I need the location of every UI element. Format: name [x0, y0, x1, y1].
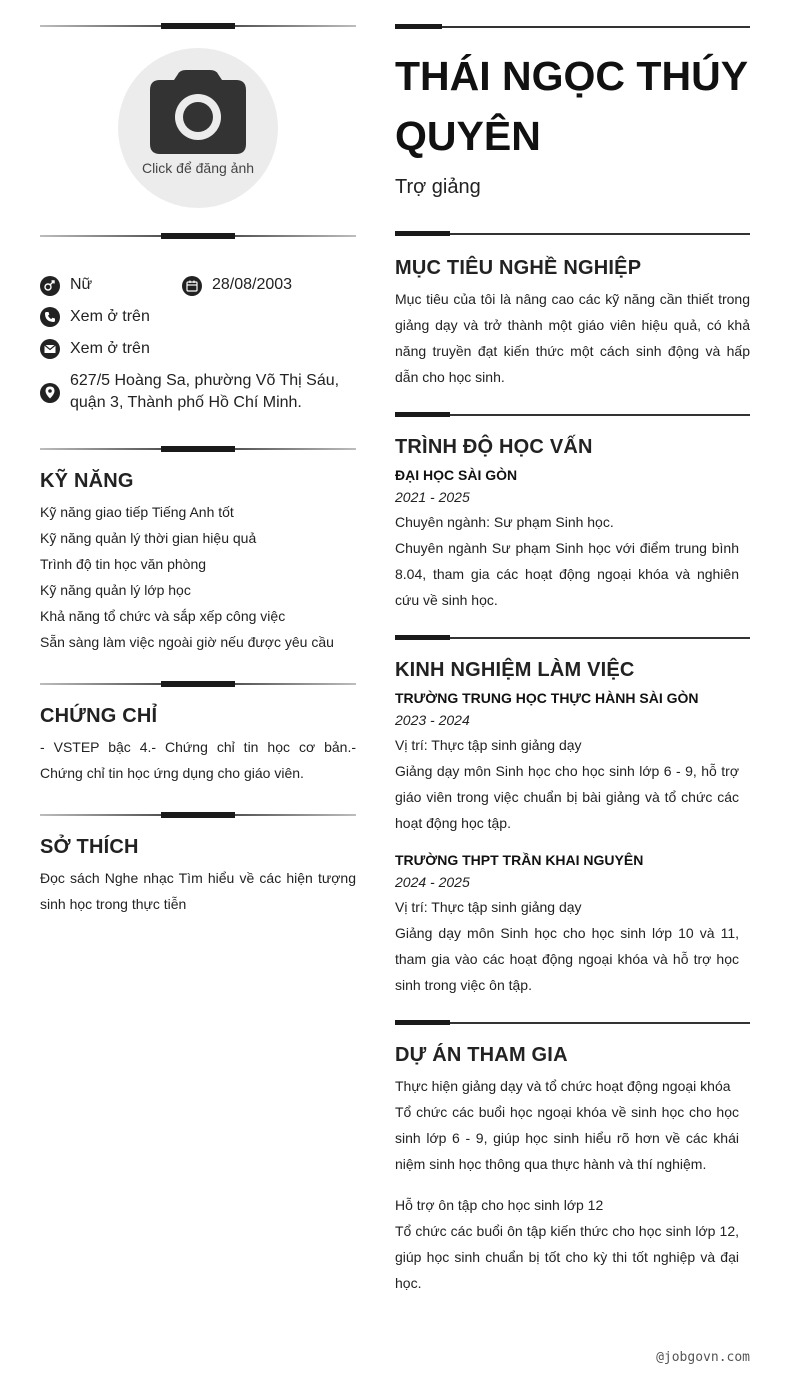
- project-desc: Tổ chức các buổi ôn tập kiến thức cho học sinh lớp 12, giúp học sinh chuẩn bị tốt cho kỳ thi tốt nghiệp và đại học.: [395, 1223, 739, 1291]
- project-name: Thực hiện giảng dạy và tổ chức hoạt động ngoại khóa: [395, 1078, 731, 1094]
- job-years: 2023 - 2024: [395, 712, 470, 728]
- objective-section: [395, 257, 750, 390]
- skill-item: Trình độ tin học văn phòng: [40, 556, 207, 572]
- experience-section: [395, 659, 750, 998]
- experience-item: [395, 690, 739, 836]
- project-item: [395, 1073, 739, 1177]
- job-desc: Giảng dạy môn Sinh học cho học sinh lớp 6 - 9, hỗ trợ giáo viên trong việc chuẩn bị bài giảng và tổ chức các hoạt động học tập.: [395, 763, 739, 831]
- job-position: Vị trí: Thực tập sinh giảng dạy: [395, 899, 582, 915]
- section-title: TRÌNH ĐỘ HỌC VẤN: [395, 436, 593, 458]
- job-desc: Giảng dạy môn Sinh học cho học sinh lớp 10 và 11, tham gia vào các hoạt động ngoại khóa và hỗ trợ học sinh trong việc ôn tập.: [395, 925, 739, 993]
- skill-item: Khả năng tổ chức và sắp xếp công việc: [40, 608, 286, 624]
- photo-upload[interactable]: [118, 48, 278, 208]
- calendar-icon: [182, 276, 202, 296]
- education-section: [395, 436, 750, 613]
- phone-icon: [40, 307, 60, 327]
- gender-value: Nữ: [70, 276, 93, 293]
- divider: [40, 810, 356, 820]
- location-pin-icon: [40, 383, 60, 403]
- education-years: 2021 - 2025: [395, 489, 470, 505]
- certificates-section: [40, 705, 356, 786]
- section-title: SỞ THÍCH: [40, 836, 139, 858]
- education-major: Chuyên ngành: Sư phạm Sinh học.: [395, 514, 614, 530]
- watermark: @jobgovn.com: [656, 1350, 750, 1365]
- divider: [40, 21, 356, 31]
- email-value: Xem ở trên: [70, 340, 150, 357]
- skills-section: [40, 470, 356, 655]
- birthday-value: 28/08/2003: [212, 276, 293, 293]
- divider: [395, 410, 750, 420]
- photo-caption: Click để đăng ảnh: [141, 160, 255, 176]
- project-item: [395, 1192, 739, 1296]
- phone-value: Xem ở trên: [70, 308, 150, 325]
- email-icon: [40, 339, 60, 359]
- camera-icon: [150, 70, 246, 156]
- projects-section: [395, 1044, 750, 1296]
- section-title: KỸ NĂNG: [40, 470, 134, 492]
- divider: [395, 633, 750, 643]
- job-position: Vị trí: Thực tập sinh giảng dạy: [395, 737, 582, 753]
- gender-icon: [40, 276, 60, 296]
- divider: [40, 231, 356, 241]
- divider: [395, 1018, 750, 1028]
- skill-item: Kỹ năng quản lý lớp học: [40, 582, 191, 598]
- section-title: CHỨNG CHỈ: [40, 705, 158, 727]
- skill-item: Sẵn sàng làm việc ngoài giờ nếu được yêu cầu: [40, 634, 334, 650]
- left-column: [40, 0, 356, 917]
- candidate-name: THÁI NGỌC THÚY QUYÊN: [395, 53, 748, 159]
- education-desc: Chuyên ngành Sư phạm Sinh học với điểm trung bình 8.04, tham gia các hoạt động ngoại khóa và nghiên cứu về sinh học.: [395, 540, 739, 608]
- candidate-role: Trợ giảng: [395, 176, 481, 198]
- job-org: TRƯỜNG TRUNG HỌC THỰC HÀNH SÀI GÒN: [395, 690, 699, 706]
- contact-info: [40, 274, 356, 414]
- objective-text: Mục tiêu của tôi là nâng cao các kỹ năng cần thiết trong giảng dạy và trở thành một giáo viên hiệu quả, có khả năng truyền đạt kiến thức một cách sinh động và hấp dẫn cho học sinh.: [395, 291, 750, 385]
- divider: [395, 22, 750, 32]
- skill-item: Kỹ năng quản lý thời gian hiệu quả: [40, 530, 257, 546]
- address-value: 627/5 Hoàng Sa, phường Võ Thị Sáu, quận 3, Thành phố Hồ Chí Minh.: [70, 372, 340, 411]
- right-column: [395, 0, 750, 1296]
- divider: [395, 229, 750, 239]
- certificates-text: - VSTEP bậc 4.- Chứng chỉ tin học cơ bản.- Chứng chỉ tin học ứng dụng cho giáo viên.: [40, 739, 356, 781]
- school-name: ĐẠI HỌC SÀI GÒN: [395, 467, 518, 483]
- section-title: DỰ ÁN THAM GIA: [395, 1044, 568, 1066]
- divider: [40, 444, 356, 454]
- project-desc: Tổ chức các buổi học ngoại khóa về sinh học cho học sinh lớp 6 - 9, giúp học sinh hiểu rõ hơn về các khái niệm sinh học thông qua thực hành và thí nghiệm.: [395, 1104, 739, 1172]
- divider: [40, 679, 356, 689]
- experience-item: [395, 852, 739, 998]
- section-title: MỤC TIÊU NGHỀ NGHIỆP: [395, 257, 642, 279]
- hobbies-text: Đọc sách Nghe nhạc Tìm hiểu về các hiện tượng sinh học trong thực tiễn: [40, 870, 356, 912]
- project-name: Hỗ trợ ôn tập cho học sinh lớp 12: [395, 1197, 604, 1213]
- job-years: 2024 - 2025: [395, 874, 470, 890]
- hobbies-section: [40, 836, 356, 917]
- job-org: TRƯỜNG THPT TRẦN KHAI NGUYÊN: [395, 852, 644, 868]
- section-title: KINH NGHIỆM LÀM VIỆC: [395, 659, 635, 681]
- skill-item: Kỹ năng giao tiếp Tiếng Anh tốt: [40, 504, 234, 520]
